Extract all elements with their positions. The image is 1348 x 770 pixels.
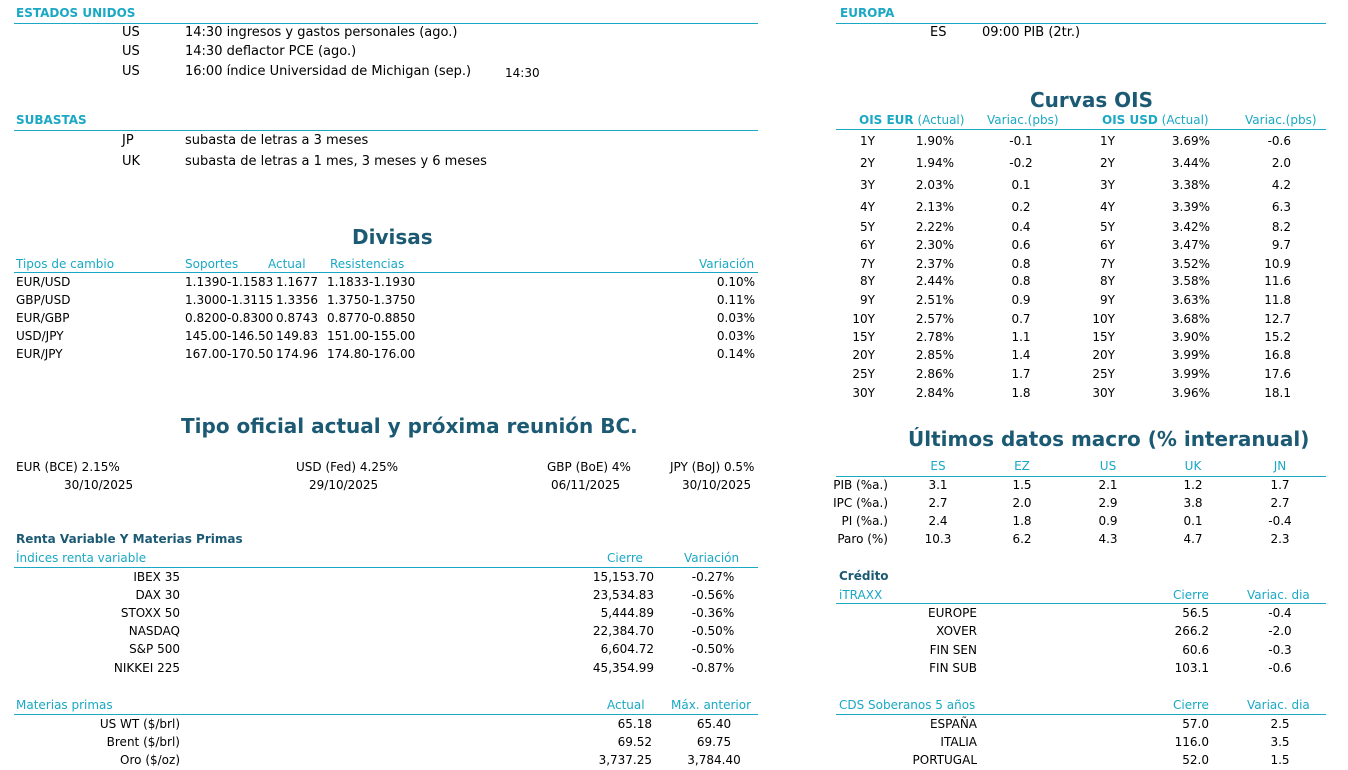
col-header: Materias primas: [16, 698, 113, 712]
ois-usd-value: 3.44%: [1171, 156, 1210, 170]
ois-eur-value: 2.44%: [915, 274, 954, 288]
macro-value: 0.9: [1098, 514, 1118, 528]
ois-usd-var: 18.1: [1264, 386, 1291, 400]
itraxx-name: FIN SEN: [929, 643, 977, 657]
event-text: 09:00 PIB (2tr.): [982, 25, 1081, 40]
ois-eur-var: 0.4: [1011, 220, 1031, 234]
col-header-rest: (Actual): [1157, 113, 1209, 127]
cds-var: 1.5: [1270, 753, 1290, 767]
col-header: Cierre: [1173, 698, 1209, 712]
commodity-name: Brent ($/brl): [106, 735, 180, 749]
commodity-name: US WT ($/brl): [99, 717, 180, 731]
commodity-max: 65.40: [696, 717, 732, 731]
macro-value: 3.1: [928, 478, 948, 492]
credito-section: Crédito: [839, 569, 889, 583]
index-name: STOXX 50: [120, 606, 180, 620]
fx-actual: 1.1677: [276, 275, 318, 289]
event-text: subasta de letras a 1 mes, 3 meses y 6 meses: [185, 154, 487, 169]
ois-eur-var: 0.2: [1011, 200, 1031, 214]
macro-value: 6.2: [1012, 532, 1032, 546]
cds-cierre: 57.0: [1182, 717, 1209, 731]
index-name: NIKKEI 225: [113, 661, 180, 675]
fx-variacion: 0.10%: [716, 275, 755, 289]
col-header: Actual: [268, 257, 306, 271]
index-cierre: 45,354.99: [592, 661, 654, 675]
itraxx-var: -2.0: [1268, 624, 1292, 638]
fx-pair: EUR/GBP: [16, 311, 70, 325]
ois-eur-value: 2.78%: [915, 330, 954, 344]
fx-soportes: 145.00-146.50: [185, 329, 274, 343]
ois-usd-var: 6.3: [1271, 200, 1291, 214]
col-header: CDS Soberanos 5 años: [839, 698, 976, 712]
fx-resistencias: 1.1833-1.1930: [327, 275, 416, 289]
ois-tenor: 6Y: [1100, 238, 1115, 252]
commodity-actual: 69.52: [617, 735, 652, 749]
ois-usd-value: 3.42%: [1171, 220, 1210, 234]
col-header: Variación: [699, 257, 755, 271]
ois-usd-var: -0.6: [1267, 134, 1291, 148]
fx-soportes: 1.3000-1.3115: [185, 293, 274, 307]
rate-label: JPY (BoJ) 0.5%: [670, 460, 755, 474]
divider: [14, 272, 758, 273]
ois-usd-value: 3.38%: [1171, 178, 1210, 192]
ois-tenor: 15Y: [1092, 330, 1115, 344]
index-variacion: -0.50%: [691, 624, 735, 638]
index-cierre: 23,534.83: [592, 588, 654, 602]
index-variacion: -0.27%: [691, 570, 735, 584]
event-text: 16:00 índice Universidad de Michigan (sep.): [185, 64, 472, 79]
divider: [836, 23, 1326, 24]
index-variacion: -0.56%: [691, 588, 735, 602]
divider: [14, 567, 758, 568]
ois-tenor: 1Y: [860, 134, 875, 148]
divider: [14, 23, 758, 24]
index-cierre: 22,384.70: [592, 624, 654, 638]
macro-value: 1.7: [1270, 478, 1290, 492]
macro-value: 3.8: [1183, 496, 1203, 510]
col-header: Tipos de cambio: [16, 257, 115, 271]
fx-soportes: 167.00-170.50: [185, 347, 274, 361]
col-header-bold: OIS EUR: [859, 113, 914, 127]
fx-actual: 149.83: [276, 329, 318, 343]
ois-tenor: 5Y: [860, 220, 875, 234]
ois-usd-value: 3.63%: [1171, 293, 1210, 307]
macro-col-header: EZ: [1014, 459, 1030, 473]
tipo-oficial-title: Tipo oficial actual y próxima reunión BC.: [181, 414, 638, 438]
cds-var: 2.5: [1270, 717, 1290, 731]
fx-resistencias: 1.3750-1.3750: [327, 293, 416, 307]
ois-usd-value: 3.58%: [1171, 274, 1210, 288]
cds-cierre: 52.0: [1182, 753, 1209, 767]
ois-tenor: 30Y: [852, 386, 875, 400]
ois-usd-value: 3.68%: [1171, 312, 1210, 326]
index-variacion: -0.36%: [691, 606, 735, 620]
macro-col-header: US: [1099, 459, 1117, 473]
fx-variacion: 0.14%: [716, 347, 755, 361]
fx-resistencias: 174.80-176.00: [327, 347, 416, 361]
ois-tenor: 20Y: [852, 348, 875, 362]
index-cierre: 15,153.70: [592, 570, 654, 584]
col-header: Variac. dia: [1247, 588, 1310, 602]
divider: [836, 714, 1326, 715]
ois-tenor: 8Y: [1100, 274, 1115, 288]
ois-eur-value: 2.85%: [915, 348, 954, 362]
rate-label: EUR (BCE) 2.15%: [16, 460, 120, 474]
ois-usd-var: 17.6: [1264, 367, 1291, 381]
ois-eur-var: 1.4: [1011, 348, 1031, 362]
ois-tenor: 7Y: [1100, 257, 1115, 271]
ois-usd-var: 11.6: [1264, 274, 1291, 288]
ois-tenor: 3Y: [860, 178, 875, 192]
ois-tenor: 25Y: [1092, 367, 1115, 381]
ois-usd-value: 3.69%: [1171, 134, 1210, 148]
fx-soportes: 0.8200-0.8300: [185, 311, 274, 325]
ois-eur-value: 2.86%: [915, 367, 954, 381]
ois-usd-var: 2.0: [1271, 156, 1291, 170]
macro-value: 4.7: [1183, 532, 1203, 546]
index-name: DAX 30: [135, 588, 180, 602]
country-code: JP: [122, 133, 134, 148]
ois-eur-var: 1.1: [1011, 330, 1031, 344]
ois-eur-value: 1.94%: [915, 156, 954, 170]
ois-usd-var: 9.7: [1271, 238, 1291, 252]
commodity-actual: 65.18: [617, 717, 652, 731]
ois-usd-var: 11.8: [1264, 293, 1291, 307]
ois-tenor: 15Y: [852, 330, 875, 344]
meeting-date: 30/10/2025: [682, 478, 752, 492]
ois-eur-var: 1.7: [1011, 367, 1031, 381]
ois-tenor: 1Y: [1100, 134, 1115, 148]
curvas-ois-title: Curvas OIS: [1030, 88, 1154, 112]
fx-actual: 0.8743: [276, 311, 318, 325]
ois-eur-var: 0.7: [1011, 312, 1031, 326]
itraxx-var: -0.4: [1268, 606, 1292, 620]
ois-usd-value: 3.52%: [1171, 257, 1210, 271]
macro-label: Paro (%): [837, 532, 888, 546]
commodity-name: Oro ($/oz): [120, 753, 180, 767]
macro-title: Últimos datos macro (% interanual): [908, 427, 1310, 451]
col-header-rest: (Actual): [913, 113, 965, 127]
macro-value: 0.1: [1183, 514, 1203, 528]
itraxx-cierre: 56.5: [1182, 606, 1209, 620]
ois-tenor: 25Y: [852, 367, 875, 381]
us-header: ESTADOS UNIDOS: [16, 6, 136, 20]
commodity-max: 69.75: [696, 735, 732, 749]
ois-usd-value: 3.47%: [1171, 238, 1210, 252]
subastas-header: SUBASTAS: [16, 113, 87, 127]
ois-usd-value: 3.39%: [1171, 200, 1210, 214]
macro-value: 4.3: [1098, 532, 1118, 546]
country-code: US: [122, 44, 140, 59]
col-header-bold: OIS USD: [1102, 113, 1158, 127]
macro-col-header: JN: [1273, 459, 1287, 473]
col-header: Variac.(pbs): [1245, 113, 1317, 127]
divider: [14, 130, 758, 131]
itraxx-var: -0.6: [1268, 661, 1292, 675]
ois-eur-value: 2.22%: [915, 220, 954, 234]
meeting-date: 06/11/2025: [551, 478, 621, 492]
macro-col-header: UK: [1184, 459, 1202, 473]
ois-tenor: 9Y: [860, 293, 875, 307]
ois-tenor: 6Y: [860, 238, 875, 252]
col-header: [1102, 113, 1209, 127]
index-name: S&P 500: [129, 642, 180, 656]
ois-eur-var: 0.8: [1011, 257, 1031, 271]
ois-eur-value: 2.37%: [915, 257, 954, 271]
ois-tenor: 10Y: [1092, 312, 1115, 326]
cds-name: ESPAÑA: [929, 717, 977, 731]
macro-label: IPC (%a.): [833, 496, 888, 510]
ois-tenor: 5Y: [1100, 220, 1115, 234]
itraxx-name: FIN SUB: [929, 661, 977, 675]
ois-tenor: 4Y: [1100, 200, 1115, 214]
ois-eur-value: 2.84%: [915, 386, 954, 400]
europa-header: EUROPA: [840, 6, 895, 20]
divider: [836, 129, 1326, 130]
col-header: Índices renta variable: [16, 551, 147, 565]
rate-label: GBP (BoE) 4%: [547, 460, 631, 474]
macro-value: 2.4: [928, 514, 948, 528]
ois-usd-value: 3.99%: [1171, 367, 1210, 381]
ois-eur-value: 2.57%: [915, 312, 954, 326]
fx-variacion: 0.03%: [716, 329, 755, 343]
fx-variacion: 0.03%: [716, 311, 755, 325]
fx-variacion: 0.11%: [716, 293, 755, 307]
index-variacion: -0.87%: [691, 661, 735, 675]
ois-tenor: 4Y: [860, 200, 875, 214]
ois-eur-var: 0.8: [1011, 274, 1031, 288]
country-code: ES: [930, 25, 947, 40]
meeting-date: 30/10/2025: [64, 478, 134, 492]
col-header: Cierre: [1173, 588, 1209, 602]
ois-tenor: 2Y: [860, 156, 875, 170]
event-text: subasta de letras a 3 meses: [185, 133, 369, 148]
index-variacion: -0.50%: [691, 642, 735, 656]
macro-value: 2.9: [1098, 496, 1118, 510]
macro-value: 2.7: [1270, 496, 1290, 510]
ois-usd-value: 3.96%: [1171, 386, 1210, 400]
ois-eur-value: 2.30%: [915, 238, 954, 252]
macro-value: 2.7: [928, 496, 948, 510]
ois-eur-var: -0.2: [1009, 156, 1033, 170]
ois-usd-var: 16.8: [1264, 348, 1291, 362]
col-header: iTRAXX: [839, 588, 883, 602]
ois-tenor: 8Y: [860, 274, 875, 288]
ois-tenor: 20Y: [1092, 348, 1115, 362]
col-header: [859, 113, 964, 127]
cds-var: 3.5: [1270, 735, 1290, 749]
fx-pair: USD/JPY: [16, 329, 64, 343]
index-cierre: 5,444.89: [600, 606, 654, 620]
col-header: Variac. dia: [1247, 698, 1310, 712]
divider: [836, 476, 1326, 477]
macro-value: 1.8: [1012, 514, 1032, 528]
fx-actual: 174.96: [276, 347, 318, 361]
fx-resistencias: 151.00-155.00: [327, 329, 416, 343]
index-name: IBEX 35: [133, 570, 180, 584]
macro-value: 2.1: [1098, 478, 1118, 492]
ois-usd-var: 4.2: [1271, 178, 1291, 192]
itraxx-cierre: 103.1: [1174, 661, 1209, 675]
fx-pair: GBP/USD: [16, 293, 71, 307]
itraxx-cierre: 266.2: [1174, 624, 1209, 638]
ois-tenor: 9Y: [1100, 293, 1115, 307]
macro-value: -0.4: [1268, 514, 1292, 528]
ois-usd-value: 3.99%: [1171, 348, 1210, 362]
ois-usd-var: 12.7: [1264, 312, 1291, 326]
macro-value: 1.5: [1012, 478, 1032, 492]
macro-value: 2.3: [1270, 532, 1290, 546]
ois-eur-value: 2.51%: [915, 293, 954, 307]
country-code: US: [122, 25, 140, 40]
macro-value: 10.3: [924, 532, 952, 546]
fx-pair: EUR/USD: [16, 275, 71, 289]
ois-eur-var: 0.1: [1011, 178, 1031, 192]
macro-value: 1.2: [1183, 478, 1203, 492]
divider: [836, 603, 1326, 604]
ois-usd-var: 8.2: [1271, 220, 1291, 234]
ois-eur-var: 0.6: [1011, 238, 1031, 252]
col-header: Soportes: [185, 257, 239, 271]
meeting-date: 29/10/2025: [309, 478, 379, 492]
country-code: US: [122, 64, 140, 79]
itraxx-name: EUROPE: [928, 606, 977, 620]
ois-eur-value: 2.03%: [915, 178, 954, 192]
renta-variable-section: Renta Variable Y Materias Primas: [16, 532, 243, 546]
divider: [14, 714, 758, 715]
rate-label: USD (Fed) 4.25%: [296, 460, 398, 474]
event-text: 14:30 deflactor PCE (ago.): [185, 44, 357, 59]
country-code: UK: [122, 154, 141, 169]
cds-name: PORTUGAL: [912, 753, 977, 767]
index-name: NASDAQ: [128, 624, 180, 638]
ois-tenor: 30Y: [1092, 386, 1115, 400]
ois-eur-var: 1.8: [1011, 386, 1031, 400]
cds-cierre: 116.0: [1174, 735, 1209, 749]
ois-eur-value: 2.13%: [915, 200, 954, 214]
fx-soportes: 1.1390-1.1583: [185, 275, 274, 289]
ois-usd-var: 10.9: [1264, 257, 1291, 271]
macro-label: PIB (%a.): [833, 478, 888, 492]
ois-tenor: 2Y: [1100, 156, 1115, 170]
event-text: 14:30 ingresos y gastos personales (ago.): [185, 25, 458, 40]
col-header: Actual: [607, 698, 645, 712]
col-header: Cierre: [607, 551, 643, 565]
fx-pair: EUR/JPY: [16, 347, 63, 361]
itraxx-var: -0.3: [1268, 643, 1292, 657]
macro-label: PI (%a.): [841, 514, 888, 528]
ois-tenor: 10Y: [852, 312, 875, 326]
itraxx-name: XOVER: [936, 624, 977, 638]
col-header: Variac.(pbs): [987, 113, 1059, 127]
ois-tenor: 3Y: [1100, 178, 1115, 192]
col-header: Máx. anterior: [671, 698, 752, 712]
ois-usd-var: 15.2: [1264, 330, 1291, 344]
ois-eur-var: 0.9: [1011, 293, 1031, 307]
ois-eur-value: 1.90%: [915, 134, 954, 148]
ois-usd-value: 3.90%: [1171, 330, 1210, 344]
macro-col-header: ES: [930, 459, 946, 473]
ois-tenor: 7Y: [860, 257, 875, 271]
fx-actual: 1.3356: [276, 293, 318, 307]
macro-value: 2.0: [1012, 496, 1032, 510]
commodity-max: 3,784.40: [687, 753, 741, 767]
commodity-actual: 3,737.25: [598, 753, 652, 767]
ois-eur-var: -0.1: [1009, 134, 1033, 148]
itraxx-cierre: 60.6: [1182, 643, 1209, 657]
event-extra: 14:30: [505, 66, 540, 80]
cds-name: ITALIA: [940, 735, 977, 749]
index-cierre: 6,604.72: [600, 642, 654, 656]
divisas-title: Divisas: [352, 225, 433, 249]
fx-resistencias: 0.8770-0.8850: [327, 311, 416, 325]
col-header: Variación: [684, 551, 740, 565]
col-header: Resistencias: [330, 257, 405, 271]
